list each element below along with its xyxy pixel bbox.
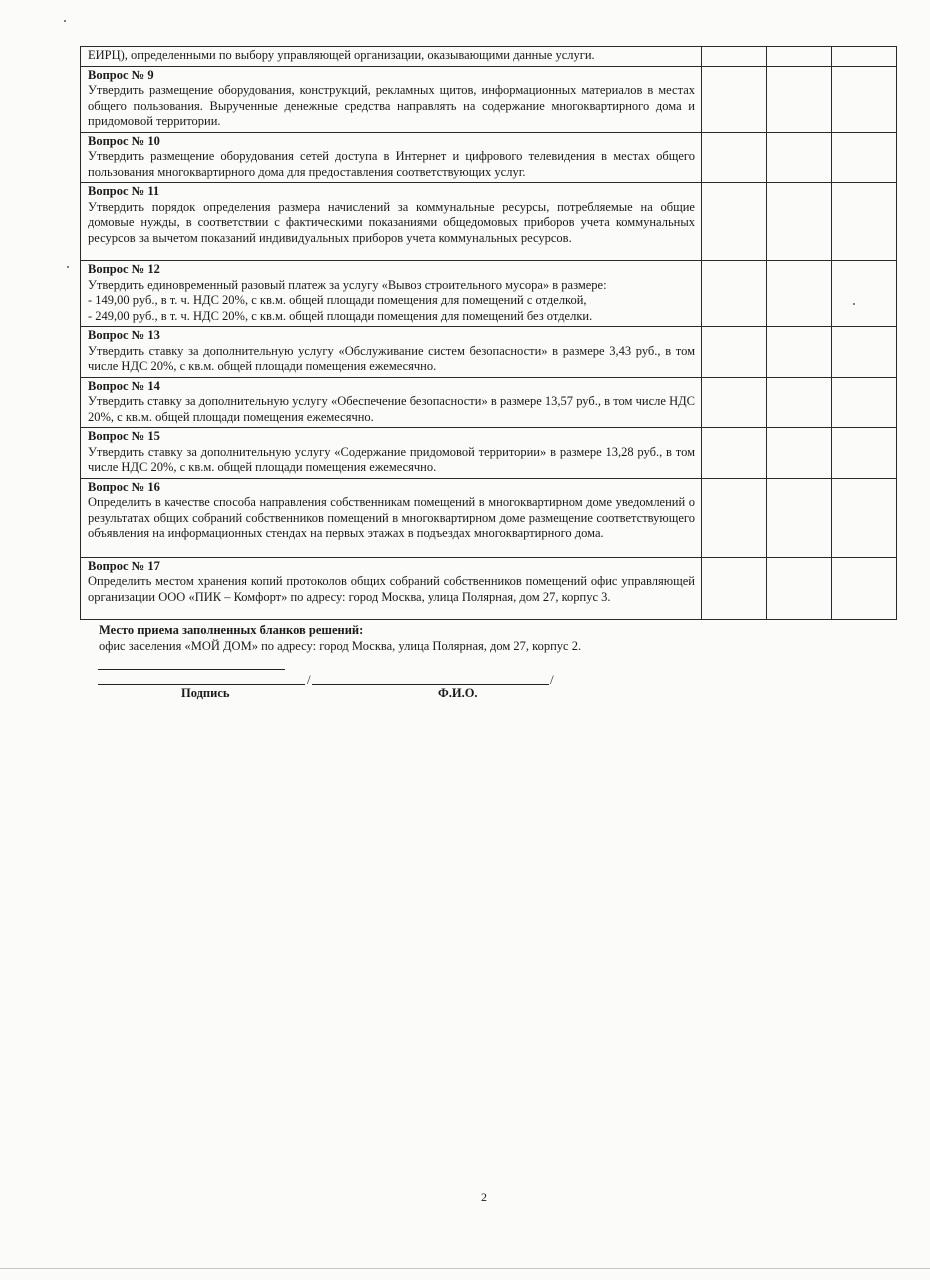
question-title: Вопрос № 16 (88, 479, 160, 494)
vote-against-cell[interactable] (767, 183, 832, 261)
question-text-cell (81, 428, 702, 479)
vote-abstain-cell[interactable] (832, 377, 897, 428)
vote-abstain-cell[interactable] (832, 478, 897, 557)
question-text: Утвердить ставку за дополнительную услугу «Содержание придомовой территории» в размере 13,28 руб., в том числе НДС 20%, с кв.м. общей площади помещения ежемесячно. (88, 444, 695, 474)
vote-for-cell[interactable] (702, 377, 767, 428)
vote-abstain-cell[interactable] (832, 428, 897, 479)
question-row (81, 428, 897, 479)
question-title: Вопрос № 12 (88, 262, 160, 276)
page-number: 2 (481, 1190, 487, 1204)
scan-speck (853, 303, 855, 305)
collection-address: офис заселения «МОЙ ДОМ» по адресу: город Москва, улица Полярная, дом 27, корпус 2. (99, 639, 582, 653)
vote-for-cell[interactable] (702, 47, 767, 67)
questions-table (80, 46, 897, 620)
vote-abstain-cell[interactable] (832, 557, 897, 619)
question-text-cell (81, 261, 702, 327)
blank-line (98, 669, 285, 670)
vote-for-cell[interactable] (702, 478, 767, 557)
question-text-cell (81, 66, 702, 132)
vote-for-cell[interactable] (702, 132, 767, 183)
question-text: Утвердить порядок определения размера начислений за коммунальные ресурсы, потребляемые на общие домовые нужды, в соответствии с фактическими показаниями общедомовых приборов учета коммунальных ресурсов за вычетом показаний индивидуальных приборов учета коммунальных ресурсов. (88, 199, 695, 245)
vote-against-cell[interactable] (767, 377, 832, 428)
signature-label: Подпись (181, 686, 230, 700)
question-title: Вопрос № 9 (88, 67, 154, 82)
vote-for-cell[interactable] (702, 66, 767, 132)
question-row (81, 478, 897, 557)
vote-abstain-cell[interactable] (832, 132, 897, 183)
collection-info (99, 622, 581, 654)
vote-for-cell[interactable] (702, 261, 767, 327)
question-text: ЕИРЦ), определенными по выбору управляющей организации, оказывающими данные услуги. (88, 48, 595, 62)
question-text-cell (81, 47, 702, 67)
signature-line (98, 684, 305, 685)
vote-abstain-cell[interactable] (832, 261, 897, 327)
vote-against-cell[interactable] (767, 557, 832, 619)
question-title: Вопрос № 14 (88, 378, 160, 393)
collection-label: Место приема заполненных бланков решений: (99, 623, 364, 637)
question-row (81, 132, 897, 183)
question-text-cell (81, 478, 702, 557)
question-title: Вопрос № 13 (88, 328, 160, 342)
vote-against-cell[interactable] (767, 66, 832, 132)
slash-separator: / (307, 672, 311, 687)
scan-speck (67, 266, 69, 268)
question-text: Утвердить размещение оборудования, конструкций, рекламных щитов, информационных материалов в местах общего пользования. Вырученные денежные средства направлять на содержание многоквартирного дома и придомовой территории. (88, 83, 695, 128)
question-text: Определить в качестве способа направления собственникам помещений в многоквартирном доме уведомлений о результатах общих собраний собственников помещений в многоквартирном доме размещение соответствующего объявления на информационных стендах на первых этажах в подъездах многоквартирного дома. (88, 495, 695, 540)
question-title: Вопрос № 15 (88, 429, 160, 443)
vote-against-cell[interactable] (767, 478, 832, 557)
vote-against-cell[interactable] (767, 327, 832, 378)
vote-against-cell[interactable] (767, 261, 832, 327)
question-title: Вопрос № 17 (88, 558, 160, 573)
vote-for-cell[interactable] (702, 557, 767, 619)
question-text: Определить местом хранения копий протоколов общих собраний собственников помещений офис управляющей организации ООО «ПИК – Комфорт» по адресу: город Москва, улица Полярная, дом 27, корпус 3. (88, 574, 695, 604)
scan-speck (64, 20, 66, 22)
question-text: - 149,00 руб., в т. ч. НДС 20%, с кв.м. общей площади помещения для помещений с отделкой, (88, 293, 587, 307)
question-row (81, 557, 897, 619)
vote-against-cell[interactable] (767, 132, 832, 183)
question-text: Утвердить ставку за дополнительную услугу «Обеспечение безопасности» в размере 13,57 руб., в том числе НДС 20%, с кв.м. общей площади помещения ежемесячно. (88, 394, 695, 424)
vote-abstain-cell[interactable] (832, 47, 897, 67)
question-row (81, 327, 897, 378)
question-row (81, 261, 897, 327)
vote-against-cell[interactable] (767, 428, 832, 479)
vote-for-cell[interactable] (702, 183, 767, 261)
vote-for-cell[interactable] (702, 428, 767, 479)
vote-against-cell[interactable] (767, 47, 832, 67)
scan-edge (0, 1268, 930, 1269)
question-text-cell (81, 557, 702, 619)
question-text-cell (81, 183, 702, 261)
question-text: - 249,00 руб., в т. ч. НДС 20%, с кв.м. общей площади помещения для помещений без отделки. (88, 308, 593, 323)
vote-abstain-cell[interactable] (832, 66, 897, 132)
vote-abstain-cell[interactable] (832, 183, 897, 261)
question-row (81, 47, 897, 67)
question-text-cell (81, 132, 702, 183)
full-name-label: Ф.И.О. (438, 686, 478, 700)
vote-for-cell[interactable] (702, 327, 767, 378)
slash-separator-end: / (550, 672, 554, 687)
question-row (81, 377, 897, 428)
question-title: Вопрос № 10 (88, 133, 160, 148)
question-text: Утвердить ставку за дополнительную услугу «Обслуживание систем безопасности» в размере 3,43 руб., в том числе НДС 20%, с кв.м. общей площади помещения ежемесячно. (88, 343, 695, 373)
question-title: Вопрос № 11 (88, 184, 160, 198)
question-text-cell (81, 377, 702, 428)
questions-table-body (81, 47, 897, 620)
question-text: Утвердить единовременный разовый платеж за услугу «Вывоз строительного мусора» в размере: (88, 277, 607, 292)
question-text: Утвердить размещение оборудования сетей доступа в Интернет и цифрового телевидения в местах общего пользования многоквартирного дома для предоставления соответствующих услуг. (88, 149, 695, 179)
question-text-cell (81, 327, 702, 378)
name-line (312, 684, 549, 685)
vote-abstain-cell[interactable] (832, 327, 897, 378)
question-row (81, 183, 897, 261)
question-row (81, 66, 897, 132)
